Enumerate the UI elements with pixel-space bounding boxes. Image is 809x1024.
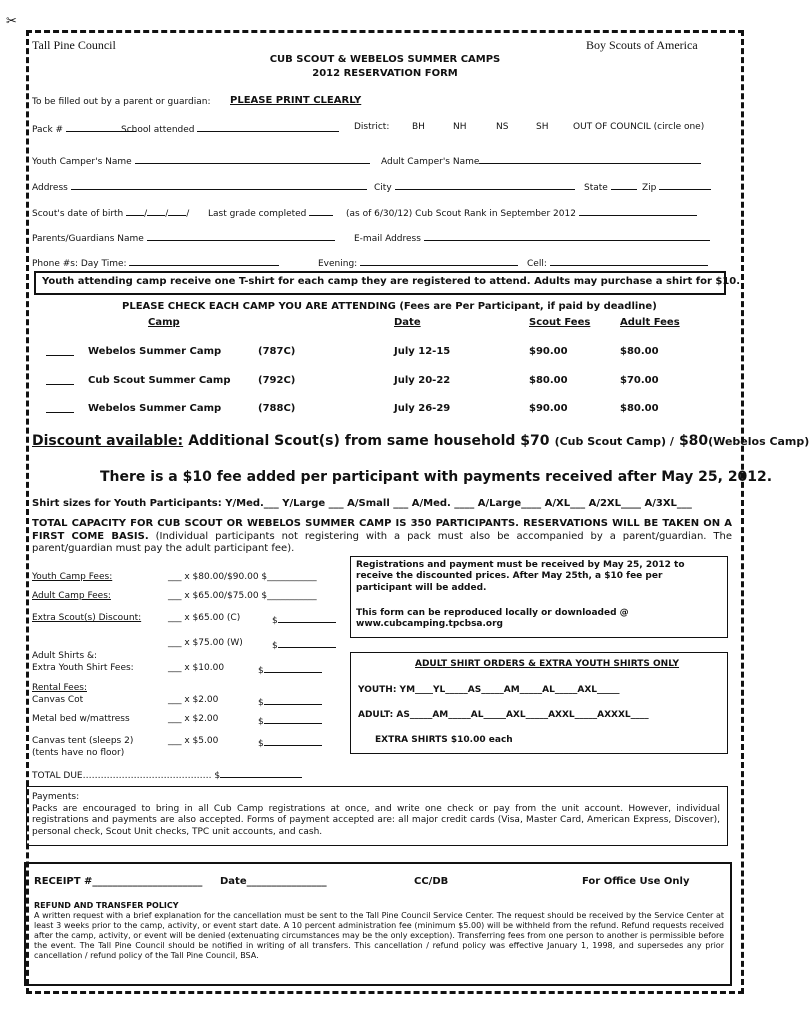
adult-fees-label: Adult Camp Fees: — [32, 591, 111, 601]
discount-webelos: (Webelos Camp) — [708, 435, 809, 448]
camp-name: Cub Scout Summer Camp — [88, 375, 231, 386]
city-label: City — [374, 180, 575, 193]
rank-label: (as of 6/30/12) Cub Scout Rank in September 2012 — [346, 206, 697, 219]
cot-calc[interactable]: ___ x $2.00 — [168, 695, 219, 705]
district-bh[interactable]: BH — [412, 122, 425, 132]
camp-code: (787C) — [258, 346, 296, 357]
camp-checkbox[interactable] — [46, 375, 74, 388]
date-field[interactable]: Date________________ — [220, 876, 327, 887]
shirts-label-2: Extra Youth Shirt Fees: — [32, 663, 134, 673]
state-field[interactable] — [611, 180, 637, 190]
last-grade-label: Last grade completed — [208, 206, 333, 219]
shirt-sizes[interactable]: Shirt sizes for Youth Participants: Y/Med.___ Y/Large ___ A/Small ___ A/Med. ____ A/Large____ A/XL___ A/2XL____ A/3XL___ — [32, 498, 692, 509]
tent-calc[interactable]: ___ x $5.00 — [168, 736, 219, 746]
shirt-orders-youth[interactable]: YOUTH: YM____YL_____AS_____AM_____AL_____AXL_____ — [358, 685, 620, 695]
discount-line — [32, 430, 809, 449]
youth-fees-calc[interactable]: ___ x $80.00/$90.00 $___________ — [168, 572, 317, 582]
tent-label-2: (tents have no floor) — [32, 748, 125, 758]
parents-label: Parents/Guardians Name — [32, 231, 335, 244]
capacity-notice: TOTAL CAPACITY FOR CUB SCOUT OR WEBELOS SUMMER CAMP IS 350 PARTICIPANTS. RESERVATIONS WILL BE TAKEN ON A FIRST COME BASIS. (Individual participants not registering with a pack must also be accompanied by a parent/guardian. The parent/guardian must pay the adult participant fee). — [32, 518, 732, 554]
school-field[interactable] — [197, 122, 339, 132]
evening-label: Evening: — [318, 256, 518, 269]
refund-title: REFUND AND TRANSFER POLICY — [34, 901, 179, 910]
payments-title: Payments: — [32, 792, 80, 802]
form-title: CUB SCOUT & WEBELOS SUMMER CAMPS — [269, 54, 501, 65]
discount-text: Additional Scout(s) from same household $70 — [188, 433, 550, 449]
out-of-council[interactable]: OUT OF COUNCIL (circle one) — [573, 122, 705, 132]
discount-label: Discount available: — [32, 433, 184, 449]
adult-name-field[interactable] — [479, 154, 701, 164]
tent-label-1: Canvas tent (sleeps 2) — [32, 736, 134, 746]
shirt-orders-title: ADULT SHIRT ORDERS & EXTRA YOUTH SHIRTS ONLY — [415, 659, 680, 669]
col-date: Date — [394, 317, 421, 328]
bed-calc[interactable]: ___ x $2.00 — [168, 714, 219, 724]
dob-label: Scout's date of birth / / / — [32, 206, 189, 219]
camp-adult-fee: $80.00 — [620, 403, 659, 414]
youth-name-field[interactable] — [135, 154, 370, 164]
address-label: Address — [32, 180, 367, 193]
parents-field[interactable] — [147, 231, 335, 241]
rental-label: Rental Fees: — [32, 683, 87, 693]
col-camp: Camp — [148, 317, 180, 328]
cell-label: Cell: — [527, 256, 708, 269]
dob-year[interactable] — [168, 206, 186, 216]
camp-name: Webelos Summer Camp — [88, 346, 222, 357]
adult-name-label: Adult Camper's Name — [381, 154, 701, 167]
camp-date: July 26-29 — [394, 403, 451, 414]
extra-discount-calc-c[interactable]: ___ x $65.00 (C) — [168, 613, 241, 623]
district-nh[interactable]: NH — [453, 122, 467, 132]
evening-field[interactable] — [360, 256, 518, 266]
address-field[interactable] — [71, 180, 367, 190]
extra-discount-calc-w[interactable]: ___ x $75.00 (W) — [168, 638, 243, 648]
form-page — [26, 30, 744, 994]
org-name: Boy Scouts of America — [586, 38, 698, 52]
discount-webelos-amount: $80 — [678, 433, 709, 449]
zip-field[interactable] — [659, 180, 711, 190]
camp-scout-fee: $90.00 — [529, 403, 568, 414]
discount-cub: (Cub Scout Camp) / — [554, 435, 674, 448]
camp-date: July 12-15 — [394, 346, 451, 357]
youth-name-label: Youth Camper's Name — [32, 154, 370, 167]
district-label: District: — [354, 122, 390, 132]
state-label: State — [584, 180, 637, 193]
cell-field[interactable] — [550, 256, 708, 266]
camp-checkbox[interactable] — [46, 346, 74, 359]
instruction-text: To be filled out by a parent or guardian: — [32, 97, 211, 107]
phone-label: Phone #s: Day Time: — [32, 256, 279, 269]
camp-code: (788C) — [258, 403, 296, 414]
tshirt-notice: Youth attending camp receive one T-shirt for each camp they are registered to attend. Adults may purchase a shirt for $10. — [42, 276, 741, 287]
camp-adult-fee: $70.00 — [620, 375, 659, 386]
zip-label: Zip — [642, 180, 711, 193]
col-adult-fees: Adult Fees — [620, 317, 680, 328]
total-due-field[interactable] — [220, 768, 302, 778]
district-sh[interactable]: SH — [536, 122, 549, 132]
daytime-field[interactable] — [129, 256, 279, 266]
reproduce-text: This form can be reproduced locally or downloaded @ www.cubcamping.tpcbsa.org — [356, 608, 629, 630]
shirt-orders-extra: EXTRA SHIRTS $10.00 each — [375, 735, 513, 745]
office-use-label: For Office Use Only — [582, 876, 690, 887]
shirts-calc[interactable]: ___ x $10.00 — [168, 663, 225, 673]
rank-field[interactable] — [579, 206, 697, 216]
col-scout-fees: Scout Fees — [529, 317, 591, 328]
pack-label: Pack # — [32, 122, 136, 135]
school-label: School attended — [121, 122, 339, 135]
camp-scout-fee: $80.00 — [529, 375, 568, 386]
email-field[interactable] — [424, 231, 710, 241]
receipt-field[interactable]: RECEIPT #______________________ — [34, 876, 203, 887]
shirt-orders-adult[interactable]: ADULT: AS_____AM_____AL_____AXL_____AXXL_____AXXXL____ — [358, 710, 649, 720]
council-name: Tall Pine Council — [32, 38, 116, 52]
ccdb-label: CC/DB — [414, 876, 449, 887]
scissors-icon: ✂ — [6, 14, 17, 29]
city-field[interactable] — [395, 180, 575, 190]
youth-fees-label: Youth Camp Fees: — [32, 572, 113, 582]
camp-check-heading: PLEASE CHECK EACH CAMP YOU ARE ATTENDING (Fees are Per Participant, if paid by deadline) — [122, 301, 657, 312]
shirts-dollar[interactable]: $ — [258, 663, 322, 676]
refund-text: A written request with a brief explanation for the cancellation must be sent to the Tall Pine Council Service Center. The request should be received by the Service Center at least 3 weeks prior to the camp, activity, or event start date. A 10 percent administration fee (minimum $5.00) will be withheld from the refund. Refund requests received after the camp, activity, or event will be denied (extenuating circumstances may be the only exception). Transferring fees from one person to another is permissible before the event. The Tall Pine Council should be notified in writing of all transfers. This cancellation / refund policy was effective January 1, 1998, and supersedes any prior cancellation / refund policy of the Tall Pine Council, BSA. — [34, 911, 724, 960]
camp-scout-fee: $90.00 — [529, 346, 568, 357]
camp-adult-fee: $80.00 — [620, 346, 659, 357]
extra-discount-label: Extra Scout(s) Discount: — [32, 613, 142, 623]
cot-label: Canvas Cot — [32, 695, 84, 705]
extra-discount-dollar-c[interactable]: $ — [272, 613, 336, 626]
late-fee-notice: There is a $10 fee added per participant with payments received after May 25, 2012. — [100, 469, 773, 485]
deadline-text: Registrations and payment must be received by May 25, 2012 to receive the discounted prices. After May 25th, a $10 fee per participant will be added. — [356, 560, 685, 593]
total-due: TOTAL DUE……………………………………. $ — [32, 768, 302, 781]
email-label: E-mail Address — [354, 231, 710, 244]
bed-label: Metal bed w/mattress — [32, 714, 130, 724]
camp-checkbox[interactable] — [46, 403, 74, 416]
payments-text: Packs are encouraged to bring in all Cub Camp registrations at once, and write one check or pay from the unit account. However, individual registrations and payments are also accepted. Forms of payment accepted are: all major credit cards (Visa, Master Card, American Express, Discover), personal check, Scout Unit checks, TPC unit accounts, and cash. — [32, 804, 720, 837]
dob-day[interactable] — [147, 206, 165, 216]
cot-dollar[interactable]: $ — [258, 695, 322, 708]
shirts-label-1: Adult Shirts &: — [32, 651, 98, 661]
extra-discount-dollar-w[interactable]: $ — [272, 638, 336, 651]
tent-dollar[interactable]: $ — [258, 736, 322, 749]
dob-month[interactable] — [126, 206, 144, 216]
camp-date: July 20-22 — [394, 375, 451, 386]
print-clearly: PLEASE PRINT CLEARLY — [230, 95, 362, 106]
adult-fees-calc[interactable]: ___ x $65.00/$75.00 $___________ — [168, 591, 317, 601]
district-ns[interactable]: NS — [496, 122, 509, 132]
bed-dollar[interactable]: $ — [258, 714, 322, 727]
form-subtitle: 2012 RESERVATION FORM — [312, 68, 458, 79]
camp-code: (792C) — [258, 375, 296, 386]
camp-name: Webelos Summer Camp — [88, 403, 222, 414]
last-grade-field[interactable] — [309, 206, 333, 216]
